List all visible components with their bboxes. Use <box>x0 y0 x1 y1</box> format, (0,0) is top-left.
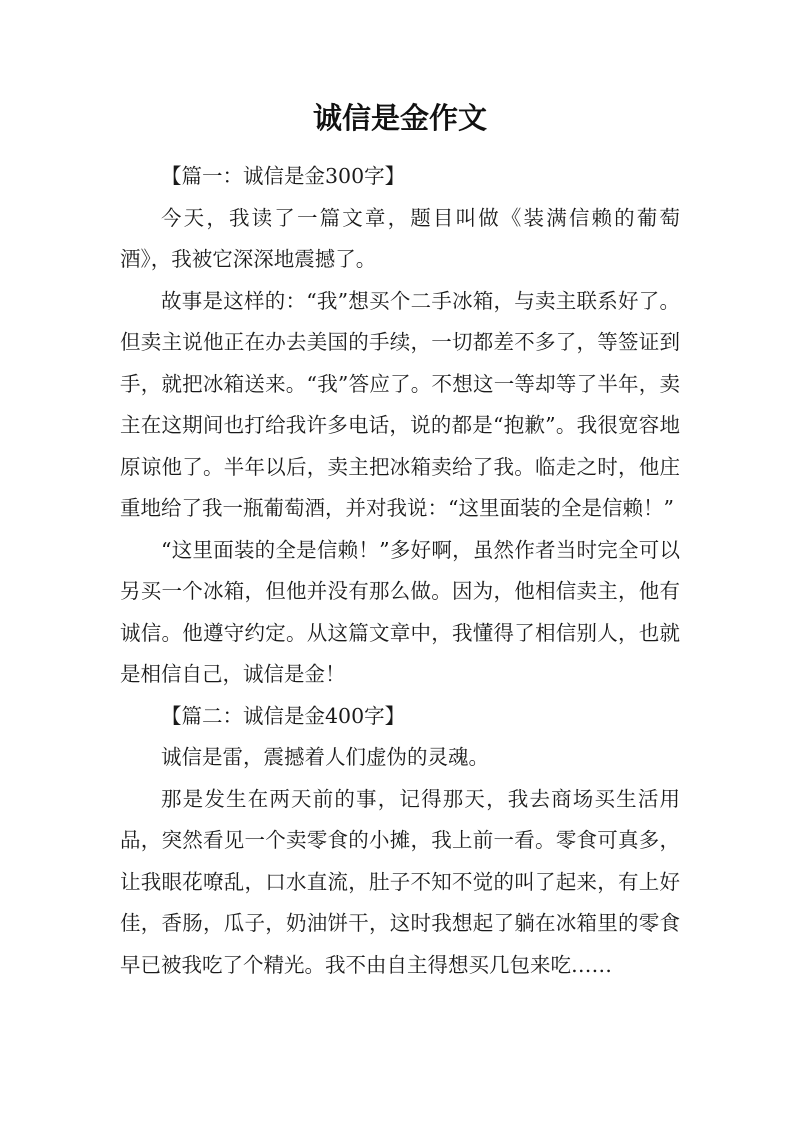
section-heading-1: 【篇一：诚信是金300字】 <box>161 164 406 188</box>
page-title: 诚信是金作文 <box>312 101 487 135</box>
paragraph: 故事是这样的：“我”想买个二手冰箱，与卖主联系好了。但卖主说他正在办去美国的手续，一切都差不多了，等签证到手，就把冰箱送来。“我”答应了。不想这一等却等了半年，卖主在这期间也打给我许多电话，说的都是“抱歉”。我很宽容地原谅他了。半年以后，卖主把冰箱卖给了我。临走之时，他庄重地给了我一瓶葡萄酒，并对我说：“这里面装的全是信赖！” <box>120 288 680 520</box>
paragraph: 诚信是雷，震撼着人们虚伪的灵魂。 <box>161 745 489 769</box>
section-heading-2: 【篇二：诚信是金400字】 <box>161 703 406 728</box>
paragraph: 今天，我读了一篇文章，题目叫做《装满信赖的葡萄酒》，我被它深深地震撼了。 <box>120 205 680 271</box>
document-body <box>120 156 680 986</box>
paragraph: 那是发生在两天前的事，记得那天，我去商场买生活用品，突然看见一个卖零食的小摊，我上前一看。零食可真多，让我眼花嘹乱，口水直流，肚子不知不觉的叫了起来，有上好佳，香肠，瓜子，奶油饼干，这时我想起了躺在冰箱里的零食早已被我吃了个精光。我不由自主得想买几包来吃…… <box>120 786 680 977</box>
paragraph: “这里面装的全是信赖！”多好啊，虽然作者当时完全可以另买一个冰箱，但他并没有那么做。因为，他相信卖主，他有诚信。他遵守约定。从这篇文章中，我懂得了相信别人，也就是相信自己，诚信是金！ <box>120 537 680 686</box>
